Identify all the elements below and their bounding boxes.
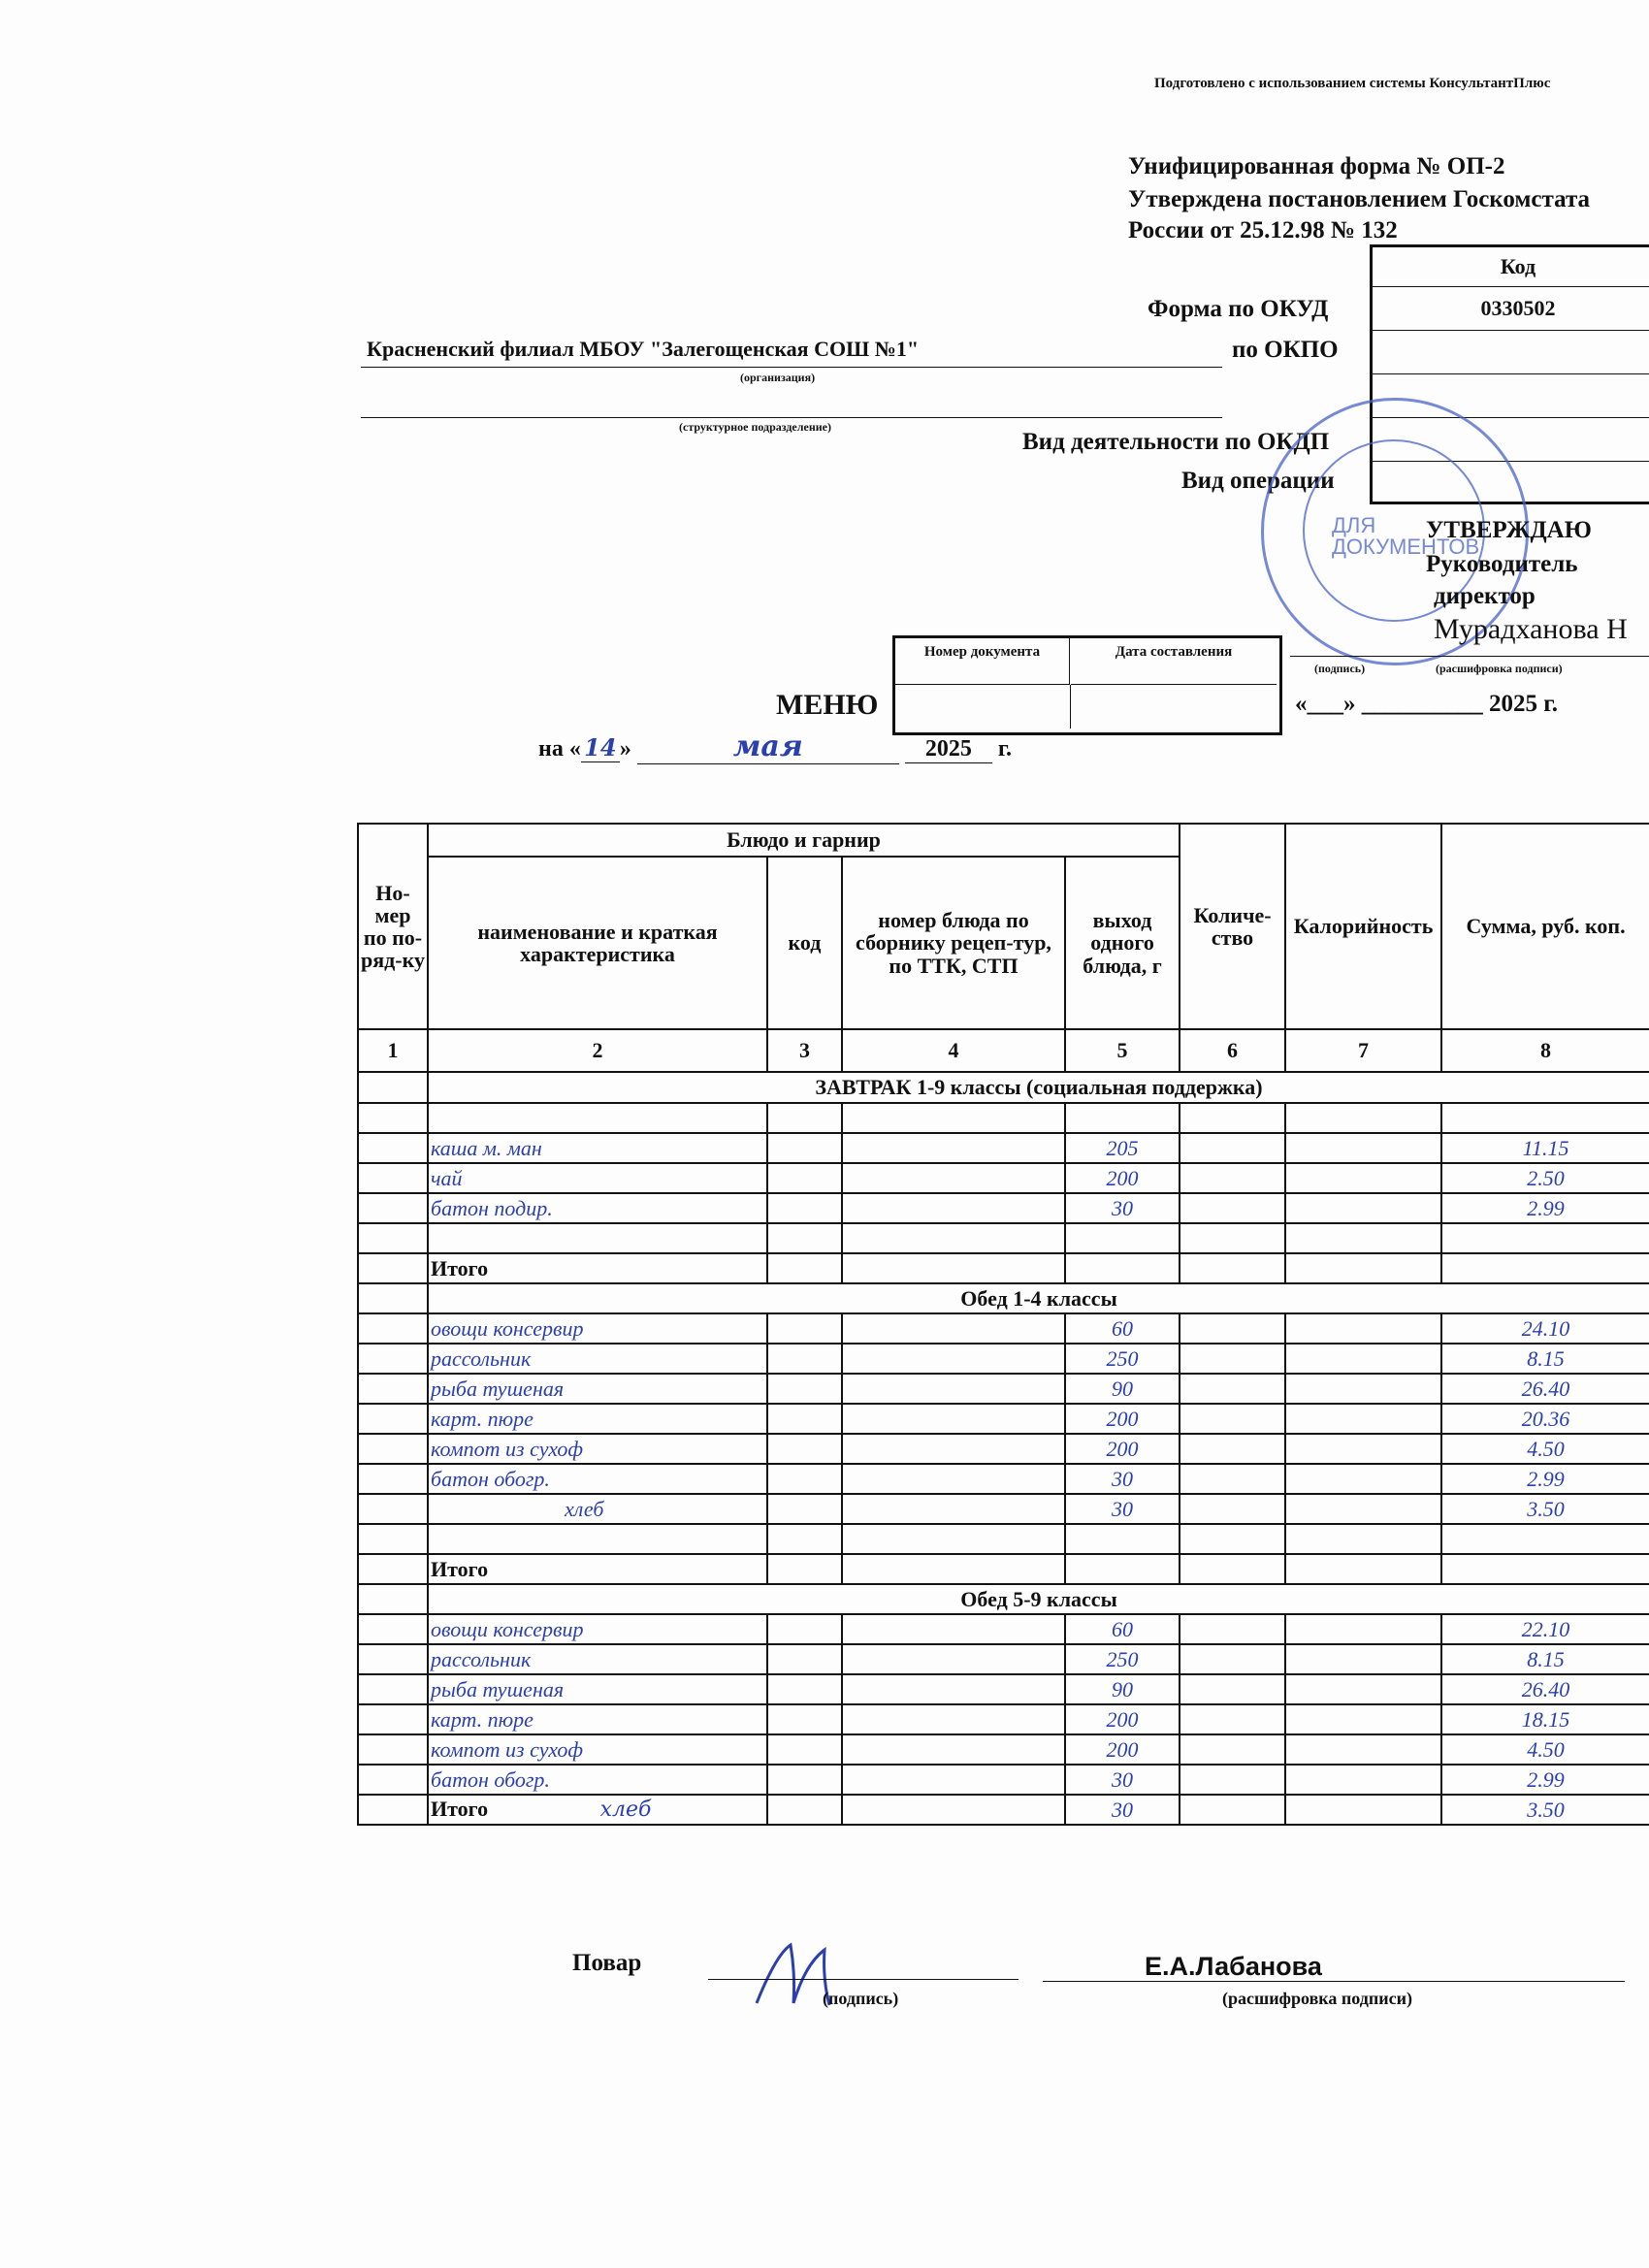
dish-yield: 200 <box>1065 1434 1180 1464</box>
col-recipe-header: номер блюда по сборнику рецеп-тур, по ТТК, СТП <box>842 857 1065 1029</box>
dish-sum: 11.15 <box>1441 1133 1649 1163</box>
dish-sum: 2.99 <box>1441 1765 1649 1795</box>
code-label: Код <box>1373 247 1649 287</box>
approval-date-line: «___» __________ 2025 г. <box>1295 691 1559 717</box>
table-row <box>358 1614 1649 1644</box>
dish-sum: 26.40 <box>1441 1374 1649 1404</box>
date-mid: » <box>619 736 631 761</box>
col-number: 5 <box>1065 1029 1180 1072</box>
menu-date-line <box>538 729 1012 764</box>
organization-caption: (организация) <box>740 371 816 384</box>
table-row <box>358 1313 1649 1344</box>
okpo-label: по ОКПО <box>1232 337 1339 363</box>
table-row <box>358 1734 1649 1765</box>
document-number-label: Номер документа <box>895 638 1070 685</box>
table-row <box>358 1344 1649 1374</box>
dish-name: хлеб <box>428 1494 767 1524</box>
dish-yield: 90 <box>1065 1674 1180 1704</box>
cook-decode-caption: (расшифровка подписи) <box>1222 1989 1412 2008</box>
col-number: 8 <box>1441 1029 1649 1072</box>
dish-yield: 60 <box>1065 1614 1180 1644</box>
col-number: 2 <box>428 1029 767 1072</box>
dish-name: рассольник <box>428 1344 767 1374</box>
total-label: Итого <box>428 1253 767 1283</box>
col-num-header: Но-мер по по-ряд-ку <box>358 824 428 1029</box>
dish-sum: 3.50 <box>1441 1494 1649 1524</box>
col-qty-header: Количе-ство <box>1180 824 1285 1029</box>
col-number: 1 <box>358 1029 428 1072</box>
dish-sum: 22.10 <box>1441 1614 1649 1644</box>
dish-name: компот из сухоф <box>428 1734 767 1765</box>
okud-value: 0330502 <box>1373 287 1649 331</box>
dish-name: рассольник <box>428 1644 767 1674</box>
dish-yield: 205 <box>1065 1133 1180 1163</box>
dish-sum: 20.36 <box>1441 1404 1649 1434</box>
table-row <box>358 1704 1649 1734</box>
table-row <box>358 1193 1649 1223</box>
approval-title: УТВЕРЖДАЮ <box>1426 517 1592 543</box>
dish-name: чай <box>428 1163 767 1193</box>
table-row <box>358 1674 1649 1704</box>
dish-name: карт. пюре <box>428 1404 767 1434</box>
document-number-date-box <box>892 635 1282 735</box>
dish-sum: 18.15 <box>1441 1704 1649 1734</box>
dish-yield: 200 <box>1065 1163 1180 1193</box>
cook-label: Повар <box>572 1950 642 1976</box>
table-row <box>358 1494 1649 1524</box>
dish-yield: 90 <box>1065 1374 1180 1404</box>
total-label: Итого <box>428 1554 767 1584</box>
dish-name: рыба тушеная <box>428 1674 767 1704</box>
section-title-lunch-5-9: Обед 5-9 классы <box>428 1584 1649 1614</box>
menu-title: МЕНЮ <box>776 689 879 721</box>
total-bread-sum: 3.50 <box>1441 1795 1649 1825</box>
dish-yield: 30 <box>1065 1765 1180 1795</box>
subdivision-caption: (структурное подразделение) <box>679 420 831 434</box>
organization-name: Красненский филиал МБОУ "Залегощенская СОШ №1" <box>367 337 920 361</box>
dish-name: овощи консервир <box>428 1614 767 1644</box>
approval-decode-caption: (расшифровка подписи) <box>1436 662 1563 675</box>
dish-sum: 2.99 <box>1441 1193 1649 1223</box>
dish-sum: 24.10 <box>1441 1313 1649 1344</box>
dish-name: карт. пюре <box>428 1704 767 1734</box>
menu-table <box>357 823 1649 1826</box>
dish-yield: 250 <box>1065 1344 1180 1374</box>
cook-signature-caption: (подпись) <box>823 1989 899 2008</box>
approval-position: директор <box>1434 583 1536 609</box>
prepared-with-note: Подготовлено с использованием системы КонсультантПлюс <box>1154 76 1551 91</box>
dish-name: батон обогр. <box>428 1765 767 1795</box>
okdp-label: Вид деятельности по ОКДП <box>1022 429 1330 455</box>
col-name-header: наименование и краткая характеристика <box>428 857 767 1029</box>
col-code-header: код <box>767 857 842 1029</box>
dish-yield: 30 <box>1065 1464 1180 1494</box>
approval-signature-caption: (подпись) <box>1314 662 1366 675</box>
dish-name: овощи консервир <box>428 1313 767 1344</box>
form-title: Унифицированная форма № ОП-2 <box>1128 153 1505 179</box>
dish-name: батон обогр. <box>428 1464 767 1494</box>
dish-yield: 200 <box>1065 1704 1180 1734</box>
table-row <box>358 1404 1649 1434</box>
dish-sum: 8.15 <box>1441 1344 1649 1374</box>
dish-sum: 4.50 <box>1441 1434 1649 1464</box>
table-row <box>358 1765 1649 1795</box>
col-dish-group-header: Блюдо и гарнир <box>428 824 1180 857</box>
total-label-final <box>428 1795 767 1825</box>
total-bread-note: хлеб <box>599 1798 652 1823</box>
stamp-text-2: ДОКУМЕНТОВ <box>1332 535 1480 559</box>
col-number: 4 <box>842 1029 1065 1072</box>
dish-sum: 2.99 <box>1441 1464 1649 1494</box>
table-row <box>358 1644 1649 1674</box>
dish-name: батон подир. <box>428 1193 767 1223</box>
document-date-label: Дата составления <box>1071 638 1277 685</box>
okud-label: Форма по ОКУД <box>1148 296 1329 322</box>
dish-name: каша м. ман <box>428 1133 767 1163</box>
dish-name: рыба тушеная <box>428 1374 767 1404</box>
approved-line-2: России от 25.12.98 № 132 <box>1128 217 1398 243</box>
dish-yield: 250 <box>1065 1644 1180 1674</box>
operation-label: Вид операции <box>1181 468 1335 494</box>
col-yield-header: выход одного блюда, г <box>1065 857 1180 1029</box>
date-prefix: на « <box>538 736 581 761</box>
cook-name: Е.А.Лабанова <box>1145 1952 1322 1981</box>
dish-yield: 200 <box>1065 1734 1180 1765</box>
dish-sum: 26.40 <box>1441 1674 1649 1704</box>
dish-name: компот из сухоф <box>428 1434 767 1464</box>
table-row <box>358 1434 1649 1464</box>
col-sum-header: Сумма, руб. коп. <box>1441 824 1649 1029</box>
total-label: Итого <box>431 1797 489 1822</box>
dish-sum: 4.50 <box>1441 1734 1649 1765</box>
col-cal-header: Калорийность <box>1285 824 1441 1029</box>
table-row <box>358 1374 1649 1404</box>
col-number: 7 <box>1285 1029 1441 1072</box>
dish-yield: 30 <box>1065 1494 1180 1524</box>
col-number: 6 <box>1180 1029 1285 1072</box>
dish-yield: 200 <box>1065 1404 1180 1434</box>
approved-line-1: Утверждена постановлением Госкомстата <box>1128 186 1591 212</box>
date-day: 14 <box>581 733 620 762</box>
dish-yield: 30 <box>1065 1193 1180 1223</box>
dish-sum: 8.15 <box>1441 1644 1649 1674</box>
stamp-text-1: ДЛЯ <box>1332 513 1376 537</box>
date-year: 2025 <box>905 736 992 763</box>
dish-sum: 2.50 <box>1441 1163 1649 1193</box>
table-row <box>358 1133 1649 1163</box>
table-row <box>358 1163 1649 1193</box>
table-row <box>358 1464 1649 1494</box>
date-month: мая <box>637 729 899 764</box>
date-suffix: г. <box>997 736 1013 761</box>
approval-name: Мурадханова Н <box>1434 613 1628 645</box>
section-title-lunch-1-4: Обед 1-4 классы <box>428 1283 1649 1313</box>
dish-yield: 60 <box>1065 1313 1180 1344</box>
section-title-breakfast: ЗАВТРАК 1-9 классы (социальная поддержка) <box>428 1072 1649 1103</box>
total-bread-yield: 30 <box>1065 1795 1180 1825</box>
approval-position-label: Руководитель <box>1426 551 1578 577</box>
col-number: 3 <box>767 1029 842 1072</box>
